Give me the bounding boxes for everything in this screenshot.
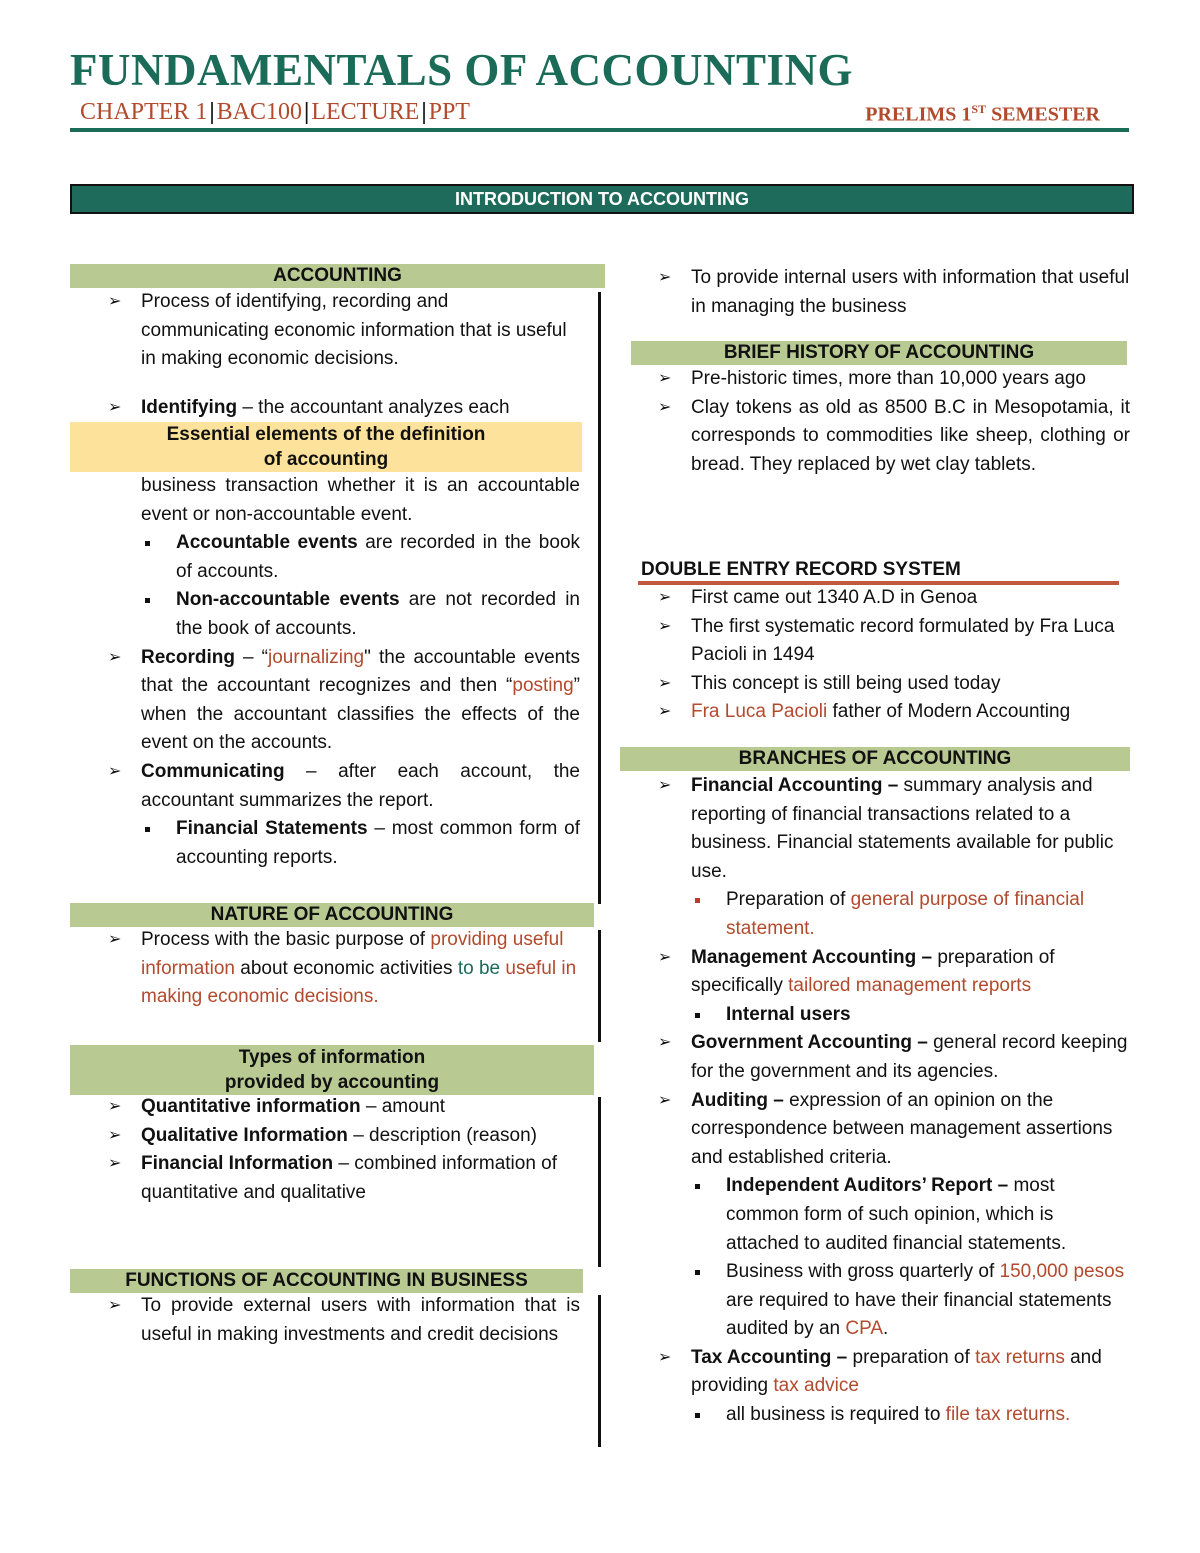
branch-red-text: tailored management reports	[788, 975, 1032, 997]
square-bullet-icon	[145, 598, 150, 603]
branch-text: summary analysis and reporting of financial transactions related to a business. Financial statements available for public use.	[691, 775, 1114, 882]
column-divider	[598, 1295, 601, 1447]
history-text: Pre-historic times, more than 10,000 years ago	[691, 368, 1086, 389]
branch-sub-red: file tax returns.	[945, 1404, 1071, 1426]
square-bullet-icon	[695, 1270, 700, 1275]
heading-types	[70, 1045, 594, 1095]
arrow-bullet-icon: ➢	[658, 1348, 672, 1366]
heading-nature: NATURE OF ACCOUNTING	[70, 903, 594, 927]
arrow-bullet-icon: ➢	[108, 1098, 122, 1115]
branch-sub-red: 150,000 pesos	[999, 1261, 1125, 1283]
column-divider	[598, 930, 601, 1042]
accountable-text: are recorded in the book of accounts.	[176, 532, 581, 582]
heading-essential-elements	[70, 422, 582, 472]
branch-term: Auditing –	[691, 1089, 784, 1111]
square-bullet-icon	[695, 1184, 700, 1189]
double-entry-text: This concept is still being used today	[691, 672, 1001, 694]
branch-term: Government Accounting –	[691, 1032, 928, 1054]
column-divider	[598, 1097, 601, 1267]
subtitle-format: PPT	[428, 99, 470, 125]
branch-text: and providing	[691, 1346, 1102, 1397]
heading-double-entry: DOUBLE ENTRY RECORD SYSTEM	[641, 559, 961, 580]
pacioli-name: Fra Luca Pacioli	[691, 701, 828, 723]
posting-text: posting	[512, 675, 574, 697]
sub-list-item	[70, 586, 580, 643]
functions-text: To provide external users with information that is useful in making investments and credit decisions	[141, 1295, 580, 1345]
square-bullet-icon	[695, 1413, 700, 1418]
double-entry-text: The first systematic record formulated by Fra Luca Pacioli in 1494	[691, 615, 1115, 666]
sub-list-item	[620, 1401, 1130, 1430]
list-item	[620, 698, 1130, 727]
arrow-bullet-icon: ➢	[108, 1126, 122, 1144]
double-entry-text: First came out 1340 A.D in Genoa	[691, 587, 978, 608]
type-text: – combined information of quantitative and qualitative	[141, 1153, 558, 1203]
essential-heading-line1: Essential elements of the definition	[166, 424, 486, 445]
communicating-text: – after each account, the accountant summarizes the report.	[141, 760, 580, 811]
arrow-bullet-icon: ➢	[108, 648, 122, 666]
arrow-bullet-icon: ➢	[658, 703, 672, 721]
cpa-text: CPA	[845, 1318, 884, 1340]
list-item	[620, 394, 1130, 480]
heading-functions: FUNCTIONS OF ACCOUNTING IN BUSINESS	[70, 1269, 583, 1293]
term-sup: ST	[971, 102, 987, 116]
heading-accounting: ACCOUNTING	[70, 264, 605, 288]
branch-sub-text: .	[883, 1318, 889, 1340]
header-rule	[70, 128, 1129, 132]
branch-term: Management Accounting –	[691, 946, 933, 968]
type-text: – amount	[360, 1096, 446, 1117]
arrow-bullet-icon: ➢	[658, 589, 672, 606]
list-item	[70, 758, 580, 815]
types-heading-line2: provided by accounting	[224, 1072, 440, 1093]
list-item	[70, 926, 580, 1012]
branch-sub-text: Preparation of	[726, 889, 851, 911]
branch-text: preparation of specifically	[691, 946, 1055, 997]
history-text: Clay tokens as old as 8500 B.C in Mesopotamia, it corresponds to commodities like sheep, clothing or bread. They replaced by wet clay tablets.	[691, 396, 1130, 475]
square-bullet-icon	[695, 898, 700, 903]
heading-branches: BRANCHES OF ACCOUNTING	[620, 747, 1130, 771]
branch-sub-term: Independent Auditors’ Report –	[726, 1175, 1009, 1197]
square-bullet-icon	[145, 827, 150, 832]
arrow-bullet-icon: ➢	[108, 931, 122, 948]
list-item	[620, 1344, 1130, 1401]
branch-sub-text: Business with gross quarterly of	[726, 1261, 1000, 1283]
recording-text-3: ” when the accountant classifies the effects of the event on the accounts.	[141, 675, 580, 754]
chapter-subtitle: CHAPTER 1|BAC100|LECTURE|PPT	[80, 99, 470, 125]
term-label	[865, 102, 1100, 127]
arrow-bullet-icon: ➢	[658, 674, 672, 692]
term-rest: SEMESTER	[986, 103, 1100, 126]
sub-list-item	[620, 886, 1130, 943]
branch-term: Tax Accounting –	[691, 1346, 848, 1368]
branch-text: general record keeping for the government and its agencies.	[691, 1032, 1128, 1082]
branch-red-text: tax returns	[975, 1346, 1065, 1368]
definition-text: Process of identifying, recording and communicating economic information that is useful in making economic decisions.	[141, 291, 567, 370]
list-item	[620, 365, 1130, 394]
arrow-bullet-icon: ➢	[108, 1297, 122, 1314]
nature-block	[70, 926, 580, 1012]
double-entry-block	[620, 584, 1130, 727]
functions-block	[70, 1292, 580, 1349]
functions-text-2: To provide internal users with information that useful in managing the business	[691, 267, 1130, 317]
accountable-term: Accountable events	[176, 532, 358, 554]
subtitle-type: LECTURE	[311, 99, 420, 125]
functions-block-cont	[620, 264, 1130, 321]
list-item	[70, 288, 580, 374]
identifying-term: Identifying	[141, 397, 238, 418]
list-item	[620, 944, 1130, 1001]
list-item	[70, 1150, 580, 1207]
arrow-bullet-icon: ➢	[658, 617, 672, 635]
sub-list-item	[620, 1001, 1130, 1030]
nonaccountable-text: are not recorded in the book of accounts.	[176, 589, 580, 639]
arrow-bullet-icon: ➢	[108, 762, 122, 780]
branch-sub-text: all business is required to	[726, 1404, 946, 1426]
list-item	[620, 772, 1130, 886]
identifying-text: – the accountant analyzes each	[237, 397, 510, 418]
arrow-bullet-icon: ➢	[658, 1034, 672, 1052]
history-block	[620, 365, 1130, 479]
sub-list-item	[70, 815, 580, 872]
accounting-definition-block	[70, 288, 580, 374]
branches-block	[620, 772, 1130, 1430]
types-block	[70, 1093, 580, 1207]
heading-history: BRIEF HISTORY OF ACCOUNTING	[631, 341, 1127, 365]
fs-text: – most common form of accounting reports.	[176, 818, 580, 868]
term-main: PRELIMS 1	[865, 103, 972, 126]
sub-list-item	[70, 529, 580, 586]
arrow-bullet-icon: ➢	[108, 293, 122, 310]
list-item	[70, 1122, 580, 1151]
nature-red-text: providing useful information	[141, 929, 564, 979]
accounting-details-block	[70, 472, 580, 872]
page-title: FUNDAMENTALS OF ACCOUNTING	[70, 45, 854, 95]
nature-green-text: to be	[457, 957, 501, 979]
square-bullet-icon	[695, 1013, 700, 1018]
recording-term: Recording	[141, 646, 235, 668]
branch-text: preparation of	[847, 1346, 976, 1368]
nature-text-2: about economic activities	[235, 957, 458, 979]
journalizing-text: journalizing	[268, 646, 365, 668]
arrow-bullet-icon: ➢	[658, 948, 672, 966]
identifying-continuation	[70, 472, 580, 529]
essential-heading-line2: of accounting	[263, 449, 389, 470]
arrow-bullet-icon: ➢	[108, 1155, 122, 1173]
list-item	[620, 264, 1130, 321]
square-bullet-icon	[145, 541, 150, 546]
column-divider	[598, 292, 601, 904]
type-term: Financial Information	[141, 1153, 334, 1175]
identifying-text-cont: business transaction whether it is an accountable event or non-accountable event.	[141, 475, 580, 525]
list-item	[70, 1292, 580, 1349]
branch-sub-text: Internal users	[726, 1003, 851, 1025]
arrow-bullet-icon: ➢	[658, 1091, 672, 1109]
list-item	[620, 613, 1130, 670]
identifying-item-start	[70, 394, 580, 423]
subtitle-chapter: CHAPTER 1	[80, 99, 208, 125]
list-item	[70, 1093, 580, 1122]
fs-term: Financial Statements	[176, 818, 368, 840]
arrow-bullet-icon: ➢	[658, 370, 672, 387]
branch-text: expression of an opinion on the correspondence between management assertions and established criteria.	[691, 1089, 1113, 1168]
type-text: – description (reason)	[347, 1124, 537, 1146]
arrow-bullet-icon: ➢	[108, 399, 122, 416]
type-term: Qualitative Information	[141, 1124, 348, 1146]
list-item	[70, 644, 580, 758]
double-entry-text: father of Modern Accounting	[827, 701, 1071, 723]
sub-list-item	[620, 1172, 1130, 1258]
sub-list-item	[620, 1258, 1130, 1344]
arrow-bullet-icon: ➢	[658, 269, 672, 286]
nonaccountable-term: Non-accountable events	[176, 589, 400, 611]
branch-red-text: tax advice	[773, 1375, 859, 1397]
branch-term: Financial Accounting –	[691, 775, 899, 796]
type-term: Quantitative information	[141, 1096, 361, 1117]
recording-text: – “	[234, 646, 269, 668]
branch-sub-text: are required to have their financial statements audited by an	[726, 1289, 1112, 1340]
types-heading-line1: Types of information	[238, 1047, 426, 1068]
list-item	[620, 670, 1130, 699]
list-item	[620, 1029, 1130, 1086]
recording-text-2: " the accountable events that the accountant recognizes and then “	[141, 646, 580, 697]
nature-red-text-2: useful in making economic decisions.	[141, 957, 577, 1008]
list-item	[620, 1087, 1130, 1173]
subtitle-course: BAC100	[216, 99, 303, 125]
section-banner: INTRODUCTION TO ACCOUNTING	[70, 184, 1134, 214]
nature-text: Process with the basic purpose of	[141, 929, 431, 950]
list-item	[70, 394, 580, 423]
branch-sub-red: general purpose of financial statement.	[726, 889, 1085, 939]
arrow-bullet-icon: ➢	[658, 777, 672, 794]
arrow-bullet-icon: ➢	[658, 398, 672, 416]
branch-sub-text: most common form of such opinion, which is attached to audited financial statements.	[726, 1175, 1067, 1254]
communicating-term: Communicating	[141, 760, 285, 782]
list-item	[620, 584, 1130, 613]
